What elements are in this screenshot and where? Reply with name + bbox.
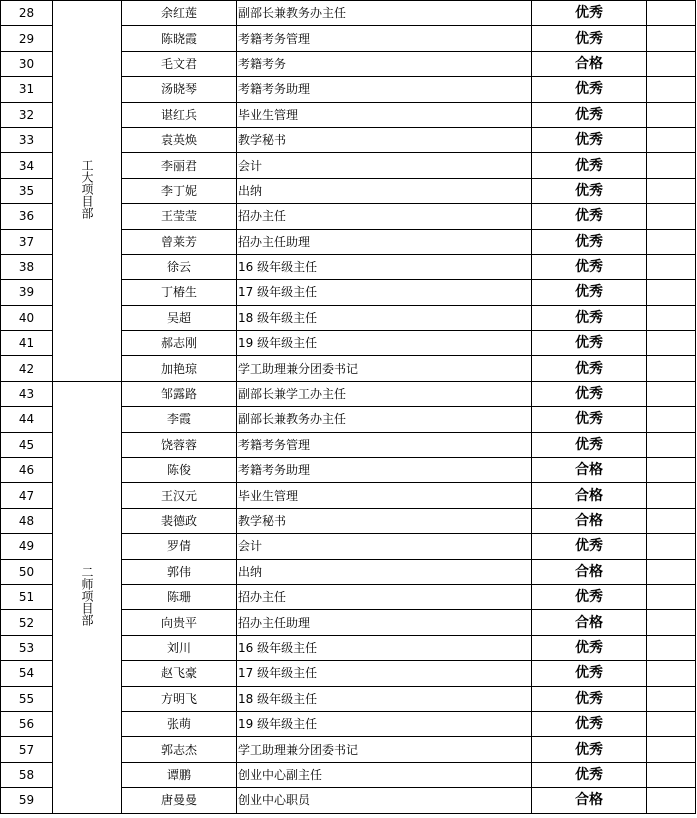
evaluation-table-body bbox=[1, 1, 696, 814]
staff-position: 创业中心职员 bbox=[237, 788, 532, 813]
row-number: 55 bbox=[1, 686, 53, 711]
evaluation-result: 合格 bbox=[532, 788, 647, 813]
evaluation-result: 优秀 bbox=[532, 762, 647, 787]
row-number: 35 bbox=[1, 178, 53, 203]
evaluation-result: 优秀 bbox=[532, 737, 647, 762]
staff-name: 加艳琼 bbox=[122, 356, 237, 381]
staff-position: 出纳 bbox=[237, 178, 532, 203]
remarks-cell bbox=[647, 102, 696, 127]
staff-position: 学工助理兼分团委书记 bbox=[237, 737, 532, 762]
staff-name: 张萌 bbox=[122, 711, 237, 736]
table-row bbox=[1, 1, 696, 26]
row-number: 43 bbox=[1, 381, 53, 406]
staff-position: 考籍考务 bbox=[237, 51, 532, 76]
staff-name: 罗倩 bbox=[122, 534, 237, 559]
department-label: 二师项目部 bbox=[80, 565, 94, 626]
staff-position: 18 级年级主任 bbox=[237, 686, 532, 711]
evaluation-result: 合格 bbox=[532, 610, 647, 635]
staff-position: 19 级年级主任 bbox=[237, 711, 532, 736]
staff-name: 陈俊 bbox=[122, 458, 237, 483]
evaluation-result: 优秀 bbox=[532, 102, 647, 127]
remarks-cell bbox=[647, 280, 696, 305]
staff-name: 郭志杰 bbox=[122, 737, 237, 762]
remarks-cell bbox=[647, 432, 696, 457]
remarks-cell bbox=[647, 356, 696, 381]
evaluation-result: 合格 bbox=[532, 458, 647, 483]
remarks-cell bbox=[647, 661, 696, 686]
evaluation-result: 优秀 bbox=[532, 711, 647, 736]
row-number: 38 bbox=[1, 254, 53, 279]
row-number: 57 bbox=[1, 737, 53, 762]
row-number: 39 bbox=[1, 280, 53, 305]
staff-position: 18 级年级主任 bbox=[237, 305, 532, 330]
staff-position: 出纳 bbox=[237, 559, 532, 584]
row-number: 52 bbox=[1, 610, 53, 635]
staff-position: 教学秘书 bbox=[237, 508, 532, 533]
table-row bbox=[1, 381, 696, 406]
staff-name: 徐云 bbox=[122, 254, 237, 279]
remarks-cell bbox=[647, 26, 696, 51]
department-label: 工大项目部 bbox=[80, 159, 94, 220]
remarks-cell bbox=[647, 229, 696, 254]
row-number: 29 bbox=[1, 26, 53, 51]
staff-name: 丁椿生 bbox=[122, 280, 237, 305]
evaluation-result: 合格 bbox=[532, 508, 647, 533]
staff-name: 李丽君 bbox=[122, 153, 237, 178]
staff-position: 17 级年级主任 bbox=[237, 661, 532, 686]
staff-name: 李丁妮 bbox=[122, 178, 237, 203]
evaluation-result: 优秀 bbox=[532, 305, 647, 330]
staff-name: 陈晓霞 bbox=[122, 26, 237, 51]
row-number: 48 bbox=[1, 508, 53, 533]
staff-position: 考籍考务助理 bbox=[237, 458, 532, 483]
row-number: 54 bbox=[1, 661, 53, 686]
remarks-cell bbox=[647, 407, 696, 432]
staff-name: 汤晓琴 bbox=[122, 77, 237, 102]
staff-position: 会计 bbox=[237, 153, 532, 178]
remarks-cell bbox=[647, 305, 696, 330]
evaluation-result: 优秀 bbox=[532, 26, 647, 51]
evaluation-result: 优秀 bbox=[532, 381, 647, 406]
row-number: 37 bbox=[1, 229, 53, 254]
evaluation-result: 优秀 bbox=[532, 204, 647, 229]
row-number: 40 bbox=[1, 305, 53, 330]
row-number: 46 bbox=[1, 458, 53, 483]
remarks-cell bbox=[647, 1, 696, 26]
evaluation-result: 优秀 bbox=[532, 432, 647, 457]
evaluation-result: 优秀 bbox=[532, 331, 647, 356]
row-number: 41 bbox=[1, 331, 53, 356]
row-number: 44 bbox=[1, 407, 53, 432]
staff-position: 毕业生管理 bbox=[237, 483, 532, 508]
staff-name: 刘川 bbox=[122, 635, 237, 660]
remarks-cell bbox=[647, 331, 696, 356]
row-number: 33 bbox=[1, 127, 53, 152]
evaluation-result: 合格 bbox=[532, 483, 647, 508]
row-number: 32 bbox=[1, 102, 53, 127]
row-number: 53 bbox=[1, 635, 53, 660]
staff-name: 谌红兵 bbox=[122, 102, 237, 127]
remarks-cell bbox=[647, 559, 696, 584]
staff-name: 曾莱芳 bbox=[122, 229, 237, 254]
remarks-cell bbox=[647, 153, 696, 178]
staff-position: 考籍考务管理 bbox=[237, 432, 532, 457]
evaluation-result: 优秀 bbox=[532, 254, 647, 279]
staff-name: 方明飞 bbox=[122, 686, 237, 711]
remarks-cell bbox=[647, 77, 696, 102]
row-number: 56 bbox=[1, 711, 53, 736]
remarks-cell bbox=[647, 762, 696, 787]
staff-position: 19 级年级主任 bbox=[237, 331, 532, 356]
row-number: 36 bbox=[1, 204, 53, 229]
row-number: 31 bbox=[1, 77, 53, 102]
staff-position: 教学秘书 bbox=[237, 127, 532, 152]
staff-name: 袁英焕 bbox=[122, 127, 237, 152]
staff-position: 毕业生管理 bbox=[237, 102, 532, 127]
remarks-cell bbox=[647, 788, 696, 813]
remarks-cell bbox=[647, 178, 696, 203]
remarks-cell bbox=[647, 610, 696, 635]
staff-position: 17 级年级主任 bbox=[237, 280, 532, 305]
evaluation-result: 优秀 bbox=[532, 153, 647, 178]
staff-position: 16 级年级主任 bbox=[237, 635, 532, 660]
staff-name: 吴超 bbox=[122, 305, 237, 330]
evaluation-result: 优秀 bbox=[532, 127, 647, 152]
department-cell bbox=[53, 381, 122, 813]
row-number: 45 bbox=[1, 432, 53, 457]
remarks-cell bbox=[647, 635, 696, 660]
staff-position: 会计 bbox=[237, 534, 532, 559]
remarks-cell bbox=[647, 204, 696, 229]
evaluation-result: 优秀 bbox=[532, 178, 647, 203]
remarks-cell bbox=[647, 711, 696, 736]
staff-name: 余红莲 bbox=[122, 1, 237, 26]
staff-name: 郝志刚 bbox=[122, 331, 237, 356]
row-number: 42 bbox=[1, 356, 53, 381]
remarks-cell bbox=[647, 584, 696, 609]
staff-position: 招办主任 bbox=[237, 204, 532, 229]
department-cell bbox=[53, 1, 122, 382]
staff-position: 招办主任助理 bbox=[237, 610, 532, 635]
staff-name: 邹露路 bbox=[122, 381, 237, 406]
remarks-cell bbox=[647, 508, 696, 533]
staff-position: 学工助理兼分团委书记 bbox=[237, 356, 532, 381]
staff-name: 谭鹏 bbox=[122, 762, 237, 787]
row-number: 50 bbox=[1, 559, 53, 584]
evaluation-result: 优秀 bbox=[532, 686, 647, 711]
row-number: 47 bbox=[1, 483, 53, 508]
staff-position: 招办主任 bbox=[237, 584, 532, 609]
remarks-cell bbox=[647, 458, 696, 483]
staff-name: 陈珊 bbox=[122, 584, 237, 609]
staff-name: 郭伟 bbox=[122, 559, 237, 584]
staff-name: 唐曼曼 bbox=[122, 788, 237, 813]
staff-position: 创业中心副主任 bbox=[237, 762, 532, 787]
staff-name: 毛文君 bbox=[122, 51, 237, 76]
evaluation-result: 优秀 bbox=[532, 635, 647, 660]
remarks-cell bbox=[647, 483, 696, 508]
evaluation-result: 优秀 bbox=[532, 229, 647, 254]
row-number: 59 bbox=[1, 788, 53, 813]
staff-name: 赵飞豪 bbox=[122, 661, 237, 686]
evaluation-result: 优秀 bbox=[532, 280, 647, 305]
row-number: 51 bbox=[1, 584, 53, 609]
staff-position: 16 级年级主任 bbox=[237, 254, 532, 279]
remarks-cell bbox=[647, 686, 696, 711]
evaluation-result: 优秀 bbox=[532, 1, 647, 26]
staff-position: 副部长兼教务办主任 bbox=[237, 1, 532, 26]
evaluation-result: 优秀 bbox=[532, 584, 647, 609]
staff-name: 李霞 bbox=[122, 407, 237, 432]
evaluation-result: 优秀 bbox=[532, 77, 647, 102]
evaluation-result: 优秀 bbox=[532, 534, 647, 559]
staff-position: 招办主任助理 bbox=[237, 229, 532, 254]
row-number: 30 bbox=[1, 51, 53, 76]
staff-name: 裴德政 bbox=[122, 508, 237, 533]
staff-position: 考籍考务助理 bbox=[237, 77, 532, 102]
evaluation-result: 优秀 bbox=[532, 407, 647, 432]
staff-name: 向贵平 bbox=[122, 610, 237, 635]
staff-name: 王汉元 bbox=[122, 483, 237, 508]
evaluation-result: 优秀 bbox=[532, 356, 647, 381]
row-number: 28 bbox=[1, 1, 53, 26]
staff-name: 王莹莹 bbox=[122, 204, 237, 229]
evaluation-result: 合格 bbox=[532, 51, 647, 76]
staff-name: 饶蓉蓉 bbox=[122, 432, 237, 457]
row-number: 58 bbox=[1, 762, 53, 787]
evaluation-result: 优秀 bbox=[532, 661, 647, 686]
evaluation-result: 合格 bbox=[532, 559, 647, 584]
staff-position: 考籍考务管理 bbox=[237, 26, 532, 51]
row-number: 49 bbox=[1, 534, 53, 559]
remarks-cell bbox=[647, 534, 696, 559]
remarks-cell bbox=[647, 254, 696, 279]
remarks-cell bbox=[647, 737, 696, 762]
staff-position: 副部长兼学工办主任 bbox=[237, 381, 532, 406]
remarks-cell bbox=[647, 51, 696, 76]
remarks-cell bbox=[647, 127, 696, 152]
staff-position: 副部长兼教务办主任 bbox=[237, 407, 532, 432]
remarks-cell bbox=[647, 381, 696, 406]
row-number: 34 bbox=[1, 153, 53, 178]
